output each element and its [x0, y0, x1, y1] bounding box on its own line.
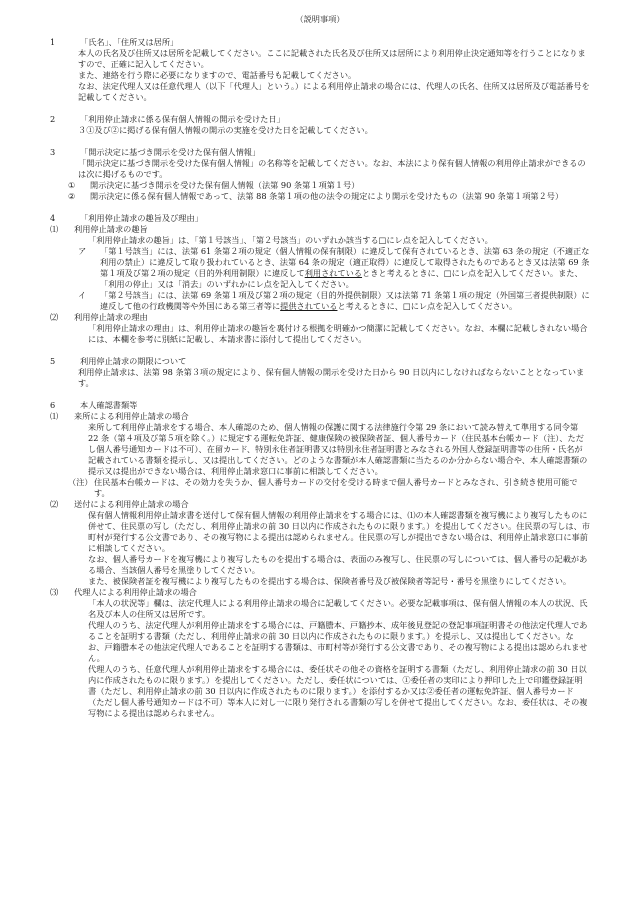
section-heading: [50, 147, 590, 158]
page-title: （説明事項）: [295, 14, 345, 24]
paragraph: また、被保険者証を複写機により複写したものを提出する場合は、保険者番号及び被保険者等記号・番号を黒塗りにしてください。: [88, 576, 572, 586]
list-text: 「第１号該当」には、法第 61 条第２項の規定（個人情報の保有制限）に違反して保有されているとき、法第 63 条の規定（不適正な利用の禁止）に違反して取り扱われているとき、法第 64 条の規定（適正取得）に違反して取得されたものであるとき又は法第 69 条第１項及び第２項の規定（目的外利用制限）に違反して利用されているときと考えるときに、□にレ点を記入してください。また、「利用の停止」又は「消去」のいずれかにレ点を記入してください。: [100, 246, 590, 289]
section-2: [50, 114, 590, 136]
list-marker: ア: [78, 246, 87, 256]
subsection-heading: [50, 499, 590, 510]
section-heading: [50, 37, 590, 48]
section-title: 利用停止請求の期限について: [80, 356, 187, 366]
paragraph: 利用停止請求は、法第 98 条第３項の規定により、保有個人情報の開示を受けた日から 90 日以内にしなければならないこととなっています。: [78, 367, 585, 388]
subsection-heading: [50, 224, 590, 235]
section-heading: [50, 213, 590, 224]
list-text: 開示決定に係る保有個人情報であって、法第 88 条第１項の他の法令の規定により開示を受けたもの（法第 90 条第１項第２号）: [90, 191, 564, 201]
section-title: 本人確認書類等: [80, 400, 138, 410]
subsection-title: 利用停止請求の趣旨: [74, 224, 148, 234]
note-text: 住民基本台帳カードは、その効力を失うか、個人番号カードの交付を受ける時まで個人番号カードとみなされ、引き続き使用可能です。: [94, 477, 578, 498]
section-number: 2: [50, 114, 56, 124]
note: [50, 477, 590, 499]
section-3: [50, 147, 590, 202]
subsection-marker: ⑴: [50, 411, 59, 421]
section-number: 6: [50, 400, 56, 410]
paragraph: 代理人のうち、任意代理人が利用停止請求をする場合には、委任状その他その資格を証明する書類（ただし、利用停止請求の前 30 日以内に作成されたものに限ります。）を提出してください。ただし、委任状については、①委任者の実印により押印した上で印鑑登録証明書（ただし、利用停止請求の前 30 日以内に作成されたものに限ります。）を添付するか又は②委任者の運転免許証、個人番号カード（ただし個人番号通知カードは不可）等本人に対し一に限り発行される書類の写しを併せて提出してください。なお、委任状は、その複写物による提出は認められません。: [88, 664, 588, 718]
paragraph: 保有個人情報利用停止請求書を送付して保有個人情報の利用停止請求をする場合には、⑴の本人確認書類を複写機により複写したものに併せて、住民票の写し（ただし、利用停止請求の前 30 日以内に作成されたものに限ります。）を提出してください。住民票の写しは、市町村が発行する公文書であり、その複写物による提出は認められません。住民票の写しが提出できない場合は、利用停止請求窓口に事前に相談してください。: [88, 510, 590, 553]
section-1: [50, 37, 590, 103]
list-marker: ①: [68, 180, 76, 190]
subsection-title: 代理人による利用停止請求の場合: [74, 587, 197, 597]
subsection-heading: [50, 312, 590, 323]
list-item: [50, 180, 590, 191]
paragraph: 「本人の状況等」欄は、法定代理人による利用停止請求の場合に記載してください。必要な記載事項は、保有個人情報の本人の状況、氏名及び本人の住所又は居所です。: [88, 598, 588, 619]
section-number: 5: [50, 356, 56, 366]
section-title: 「利用停止請求に係る保有個人情報の開示を受けた日」: [80, 114, 285, 124]
section-4: [50, 213, 590, 345]
subsection-marker: ⑶: [50, 587, 59, 597]
list-text: 「第２号該当」には、法第 69 条第１項及び第２項の規定（目的外提供制限）又は法第 71 条第１項の規定（外国第三者提供制限）に違反して他の行政機関等や外国にある第三者等に提供されていると考えるときに、□にレ点を記入してください。: [100, 290, 590, 311]
paragraph: 「利用停止請求の理由」は、利用停止請求の趣旨を裏付ける根拠を明確かつ簡潔に記載してください。なお、本欄に記載しきれない場合には、本欄を参考に別紙に記載し、本請求書に添付して提出してください。: [88, 323, 588, 344]
list-item: [50, 191, 590, 202]
list-item: [50, 246, 590, 290]
subsection-heading: [50, 587, 590, 598]
paragraph: なお、個人番号カードを複写機により複写したものを提出する場合は、表面のみ複写し、住民票の写しについては、個人番号の記載がある場合、当該個人番号を黒塗りしてください。: [88, 554, 588, 575]
section-title: 「利用停止請求の趣旨及び理由」: [80, 213, 203, 223]
paragraph: 本人の氏名及び住所又は居所を記載してください。ここに記載された氏名及び住所又は居所により利用停止決定通知等を行うことになりますので、正確に記入してください。: [78, 48, 586, 69]
section-number: 3: [50, 147, 56, 157]
subsection-marker: ⑵: [50, 312, 59, 322]
section-title: 「開示決定に基づき開示を受けた保有個人情報」: [80, 147, 261, 157]
paragraph: また、連絡を行う際に必要になりますので、電話番号も記載してください。: [78, 70, 357, 80]
paragraph: 代理人のうち、法定代理人が利用停止請求をする場合には、戸籍謄本、戸籍抄本、成年後見登記の登記事項証明書その他法定代理人であることを証明する書類（ただし、利用停止請求の前 30 日以内に作成されたものに限ります。）を提示し、又は提出してください。なお、戸籍謄本その他法定代理人であることを証明する書類は、市町村等が発行する公文書であり、その複写物による提出は認められません。: [88, 620, 588, 663]
section-heading: [50, 400, 590, 411]
subsection-title: 送付による利用停止請求の場合: [74, 499, 189, 509]
underlined-text: 提供されている: [280, 301, 338, 311]
paragraph: ３①及び②に掲げる保有個人情報の開示の実施を受けた日を記載してください。: [78, 125, 373, 135]
section-number: 4: [50, 213, 56, 223]
paragraph: なお、法定代理人又は任意代理人（以下「代理人」という。）による利用停止請求の場合には、代理人の氏名、住所又は居所及び電話番号を記載してください。: [78, 81, 590, 102]
section-heading: [50, 114, 590, 125]
list-marker: ②: [68, 191, 76, 201]
section-number: 1: [50, 37, 56, 47]
subsection-marker: ⑵: [50, 499, 59, 509]
list-marker: イ: [78, 290, 87, 300]
subsection-heading: [50, 411, 590, 422]
underlined-text: 利用されている: [304, 268, 363, 278]
paragraph: 「利用停止請求の趣旨」は、「第１号該当」、「第２号該当」のいずれか該当する□にレ点を記入してください。: [88, 235, 493, 245]
subsection-marker: ⑴: [50, 224, 59, 234]
note-marker: （注）: [68, 477, 93, 487]
section-title: 「氏名」、「住所又は居所」: [80, 37, 179, 47]
section-5: [50, 356, 590, 389]
subsection-title: 来所による利用停止請求の場合: [74, 411, 189, 421]
list-item: [50, 290, 590, 312]
paragraph: 来所して利用停止請求をする場合、本人確認のため、個人情報の保護に関する法律施行令第 29 条において読み替えて準用する同令第 22 条（第４項及び第５項を除く。）に規定する運転免許証、健康保険の被保険者証、個人番号カード（住民基本台帳カード（注）、ただし個人番号通知カードは不可）、在留カード、特別永住者証明書又は特別永住者証明書とみなされる外国人登録証明書等の住所・氏名が記載されている書類を提示し、又は提出してください。どのような書類が本人確認書類に当たるのか分からない場合や、本人確認書類の提示又は提出ができない場合は、利用停止請求窓口に事前に相談してください。: [88, 422, 588, 476]
section-heading: [50, 356, 590, 367]
subsection-title: 利用停止請求の理由: [74, 312, 148, 322]
paragraph: 「開示決定に基づき開示を受けた保有個人情報」の名称等を記載してください。なお、本法により保有個人情報の利用停止請求ができるのは次に掲げるものです。: [78, 158, 586, 179]
list-text: 開示決定に基づき開示を受けた保有個人情報（法第 90 条第１項第１号）: [90, 180, 360, 190]
section-6: [50, 400, 590, 719]
